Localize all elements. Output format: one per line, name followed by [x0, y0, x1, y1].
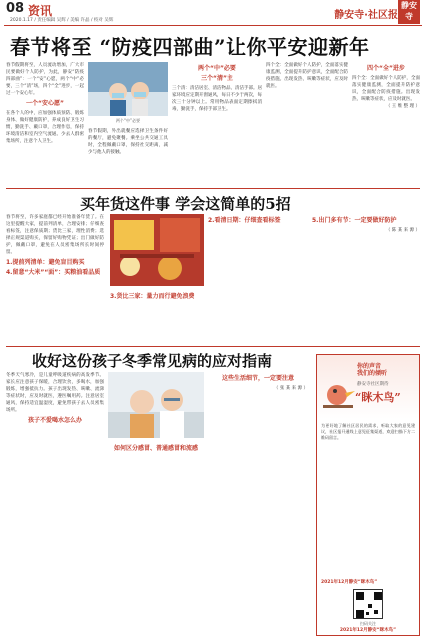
qr-code[interactable]: [353, 589, 383, 619]
article1-col1: [6, 62, 84, 184]
article3-byline: （ 张 某 来 源 ）: [273, 386, 308, 391]
issue-date: 2020.1.17 / 责任编辑 吴辉 / 美编 许晶 / 校对 吴辉: [10, 18, 114, 23]
article2-headline: 买年货这件事 学会这简单的5招: [80, 195, 291, 213]
article2-photo: [110, 214, 204, 286]
brand-logo: 静安寺: [398, 0, 420, 24]
article1-subhead-2: 两个“中”必要: [198, 65, 236, 72]
photo-caption: 两个“中”必要: [115, 118, 141, 123]
brand-name: 静安寺·社区报: [334, 10, 398, 21]
article1-para4: 四个全：全面做好个人防护，全面落实健康监测，全面提升防护意识，全面配合防疫措施。出现发热、咳嗽等症状，应及时就医。: [266, 63, 348, 89]
article3-photo: [108, 372, 204, 438]
article1-headline: 春节将至 “防疫四部曲”让你平安迎新年: [10, 35, 370, 59]
article1-subhead-1: 一个“安心愿”: [26, 100, 64, 107]
article2-subhead-4: 4.留意“大米”“面”：买粮油看品质: [6, 269, 101, 276]
article1-para3: 三个清：清洁居室、清洁物品、清洁手部。居家环境应定期开窗通风，每日不少于两次，每次三十分钟以上。常用物品表面定期擦拭消毒，勤洗手，保持手部卫生。: [172, 86, 262, 112]
article3-body: 冬季天气寒冷，是儿童呼吸道疾病的高发季节。家长应注意孩子保暖，合理饮食，多喝水，加强锻炼，增强抵抗力。孩子出现发热、咳嗽、流涕等症状时，应及时就医，遵医嘱用药。注意居室通风，保持适宜温湿度，避免带孩子去人员密集场所。: [6, 373, 104, 413]
divider: [6, 346, 420, 347]
sidebox-sub: 静安寺社区期待: [357, 382, 389, 387]
sidebox-body: 为更好地了解社区居民的需求，听取大家的意见建议，社区报开通线上意见征集渠道，欢迎扫描下方二维码留言。: [321, 423, 415, 440]
article1-col2: [88, 128, 168, 184]
article2-col3: [208, 214, 308, 342]
article1-col5: [352, 62, 420, 184]
section-title: 资讯: [28, 4, 53, 18]
article1-para4b: 四个全：全面做好个人防护，全面落实健康监测，全面提升防护意识，全面配合防疫措施。出现发热、咳嗽等症状，应及时就医。: [352, 76, 420, 102]
article1-subhead-4: 四个“全”进步: [367, 65, 405, 72]
article2-subhead-1: 1.提前列清单：避免盲目购买: [6, 259, 85, 266]
article1-col3: [172, 62, 262, 184]
article3-col1: [6, 372, 104, 636]
divider: [6, 188, 420, 189]
article2-col1: [6, 214, 104, 342]
article3-col3: [208, 372, 308, 636]
sidebox: [316, 354, 420, 636]
sidebox-title: 你的声音 我们的倾听: [357, 363, 388, 377]
article2-subhead-2: 2.看清日期：仔细查看标签: [208, 217, 281, 224]
article3-col2: [108, 442, 204, 636]
article1-photo: [88, 62, 168, 116]
article2-byline: （ 陈 某 来 源 ）: [385, 228, 420, 233]
article2-col2: [110, 290, 204, 342]
article3-headline: 收好这份孩子冬季常见病的应对指南: [32, 352, 273, 370]
article1-para2: 春节假期，外出就餐应选择卫生条件好的餐厅，避免聚餐。乘坐公共交通工具时，全程佩戴口罩，保持社交距离，减少与他人的接触。: [88, 129, 168, 155]
article3-subhead-2: 如何区分感冒、普通感冒和流感: [113, 445, 198, 452]
article1-col4: [266, 62, 348, 184]
article2-body: 春节将至，许多家庭都已经开始准备年货了。在这里提醒大家，提前列清单，合理安排；仔细查看标签，注意保质期；货比三家，理性消费；选择正规渠道购买，保留好购物凭证；出门做好防护，佩戴口罩，避免在人员密集场所长时间停留。: [6, 215, 104, 255]
page-number: 08: [6, 1, 25, 16]
article1-para1: 在各个人的中，应加强体质预防、锻炼身体、做好健康防护，养成良好卫生习惯，勤洗手、戴口罩，合理作息，保持环境清洁和室内空气流通。少去人群密集场所，注意个人卫生。: [6, 111, 84, 144]
article2-col4: [312, 214, 420, 342]
sidebox-big: “眯木鸟”: [355, 391, 401, 404]
sidebox-footer1: 2021年12月静安“眯木鸟”: [321, 580, 378, 585]
article1-intro: 春节假期将至，人员流动增加，广大市民要做好个人防护，为此，静安“防疫四部曲”：一个“安”心愿，两个“中”必要，三个“清”场，四个“全”进步，一起过一个安心年。: [6, 63, 84, 96]
article3-subhead-1: 孩子不爱喝水怎么办: [27, 417, 82, 424]
article1-byline: （ 王 维 整 理 ）: [385, 104, 420, 109]
article2-subhead-5: 5.出门多有节：一定要做好防护: [312, 217, 397, 224]
sidebox-footer3: 2021年12月静安“眯木鸟”: [339, 628, 397, 633]
sidebox-header: [317, 355, 419, 419]
article1-subhead-3: 三个“清”主: [201, 75, 233, 82]
masthead: [4, 0, 422, 26]
article3-subhead-4: 这些生活细节，一定要注意: [221, 375, 294, 382]
sidebox-footer2: 扫码关注: [360, 621, 376, 626]
article2-subhead-3: 3.货比三家：量力而行避免浪费: [110, 293, 195, 300]
